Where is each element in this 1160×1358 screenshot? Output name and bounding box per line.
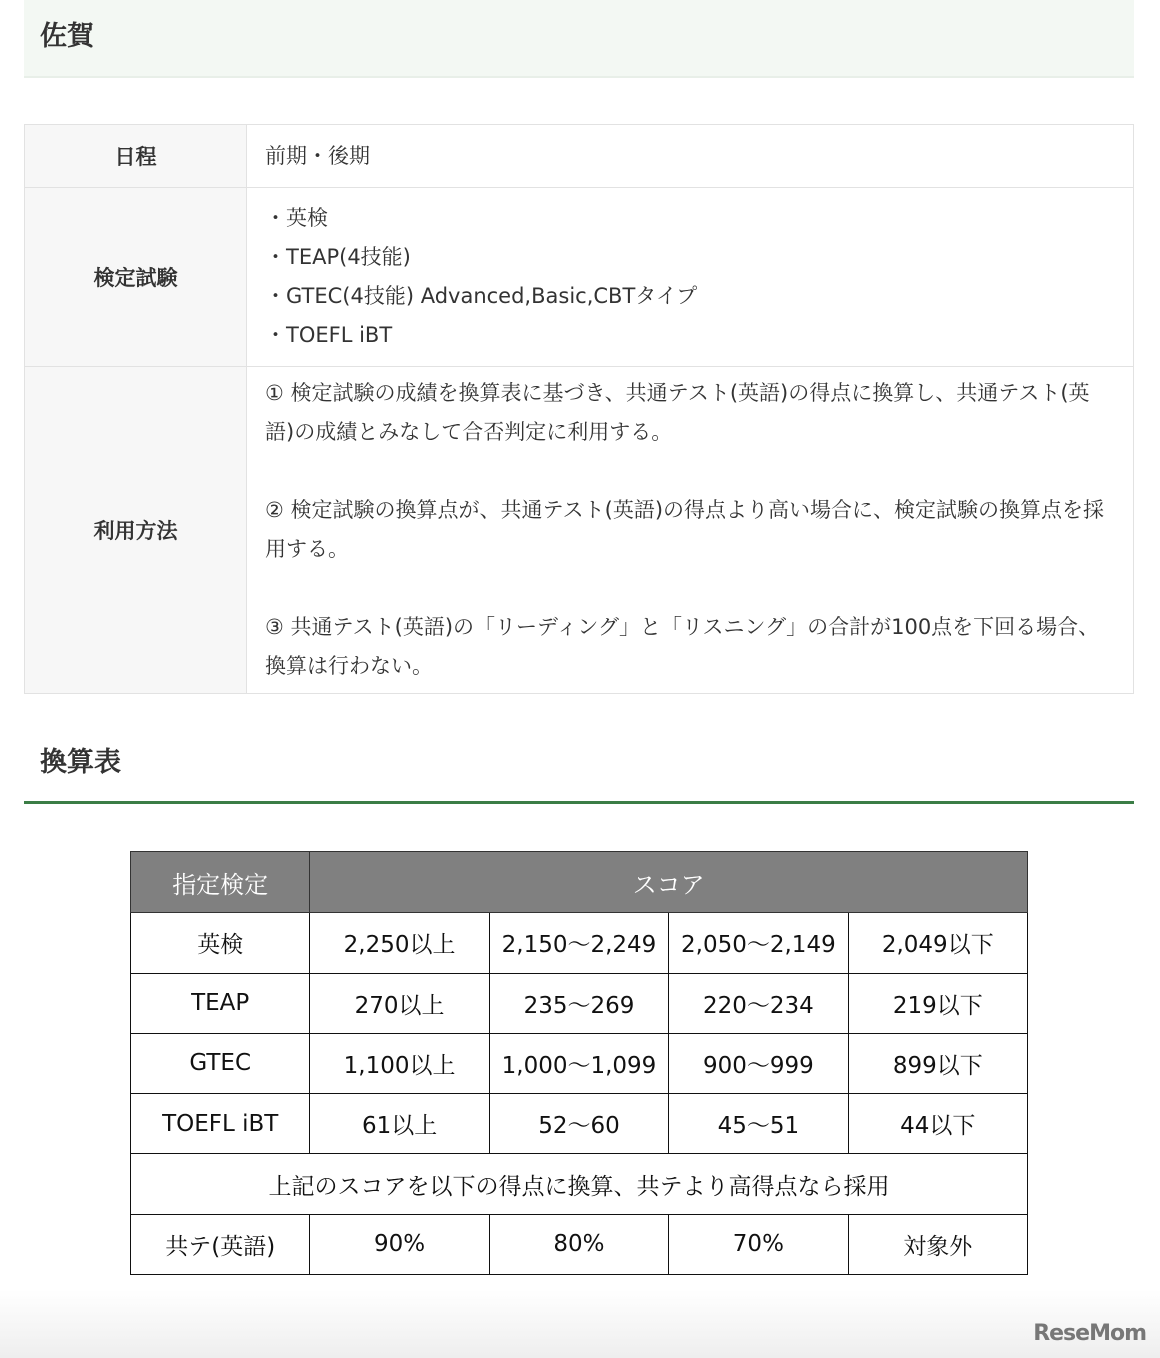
score-cell: 219以下 bbox=[848, 973, 1027, 1033]
score-cell: 52～60 bbox=[489, 1094, 668, 1154]
table-row bbox=[131, 1033, 1028, 1093]
schedule-label: 日程 bbox=[25, 125, 247, 188]
header-test: 指定検定 bbox=[131, 852, 310, 913]
prefecture-heading: 佐賀 bbox=[24, 0, 1134, 78]
result-cell: 対象外 bbox=[848, 1214, 1027, 1274]
result-cell: 90% bbox=[310, 1214, 489, 1274]
conversion-table bbox=[130, 851, 1028, 1275]
score-cell: 899以下 bbox=[848, 1033, 1027, 1093]
section-title: 換算表 bbox=[24, 740, 1134, 804]
score-cell: 1,100以上 bbox=[310, 1033, 489, 1093]
score-cell: 2,250以上 bbox=[310, 913, 489, 973]
tests-list bbox=[247, 188, 1134, 367]
usage-item: ③ 共通テスト(英語)の「リーディング」と「リスニング」の合計が100点を下回る場合、換算は行わない。 bbox=[265, 615, 1100, 678]
result-label: 共テ(英語) bbox=[131, 1214, 310, 1274]
score-cell: 1,000～1,099 bbox=[489, 1033, 668, 1093]
usage-item: ① 検定試験の成績を換算表に基づき、共通テスト(英語)の得点に換算し、共通テスト(英語)の成績とみなして合否判定に利用する。 bbox=[265, 381, 1090, 444]
result-cell: 80% bbox=[489, 1214, 668, 1274]
score-cell: 44以下 bbox=[848, 1094, 1027, 1154]
info-table bbox=[24, 124, 1134, 694]
test-name: TOEFL iBT bbox=[131, 1094, 310, 1154]
score-cell: 270以上 bbox=[310, 973, 489, 1033]
usage-label: 利用方法 bbox=[25, 367, 247, 694]
test-item: ・TEAP(4技能) bbox=[265, 245, 411, 269]
conversion-note: 上記のスコアを以下の得点に換算、共テより高得点なら採用 bbox=[131, 1154, 1028, 1214]
table-row bbox=[131, 1094, 1028, 1154]
score-cell: 45～51 bbox=[669, 1094, 848, 1154]
test-item: ・TOEFL iBT bbox=[265, 323, 393, 347]
test-name: 英検 bbox=[131, 913, 310, 973]
schedule-value: 前期・後期 bbox=[247, 125, 1134, 188]
result-cell: 70% bbox=[669, 1214, 848, 1274]
usage-text bbox=[247, 367, 1134, 694]
header-score: スコア bbox=[310, 852, 1028, 913]
tests-label: 検定試験 bbox=[25, 188, 247, 367]
table-row bbox=[131, 913, 1028, 973]
usage-item: ② 検定試験の換算点が、共通テスト(英語)の得点より高い場合に、検定試験の換算点を採用する。 bbox=[265, 498, 1105, 561]
test-name: TEAP bbox=[131, 973, 310, 1033]
table-row bbox=[131, 973, 1028, 1033]
score-cell: 220～234 bbox=[669, 973, 848, 1033]
test-item: ・英検 bbox=[265, 206, 328, 230]
score-cell: 61以上 bbox=[310, 1094, 489, 1154]
test-item: ・GTEC(4技能) Advanced,Basic,CBTタイプ bbox=[265, 284, 698, 308]
score-cell: 235～269 bbox=[489, 973, 668, 1033]
resemom-logo: ReseMom bbox=[1033, 1321, 1146, 1346]
score-cell: 900～999 bbox=[669, 1033, 848, 1093]
score-cell: 2,050～2,149 bbox=[669, 913, 848, 973]
score-cell: 2,049以下 bbox=[848, 913, 1027, 973]
score-cell: 2,150～2,249 bbox=[489, 913, 668, 973]
test-name: GTEC bbox=[131, 1033, 310, 1093]
footer-fade bbox=[0, 1290, 1160, 1358]
